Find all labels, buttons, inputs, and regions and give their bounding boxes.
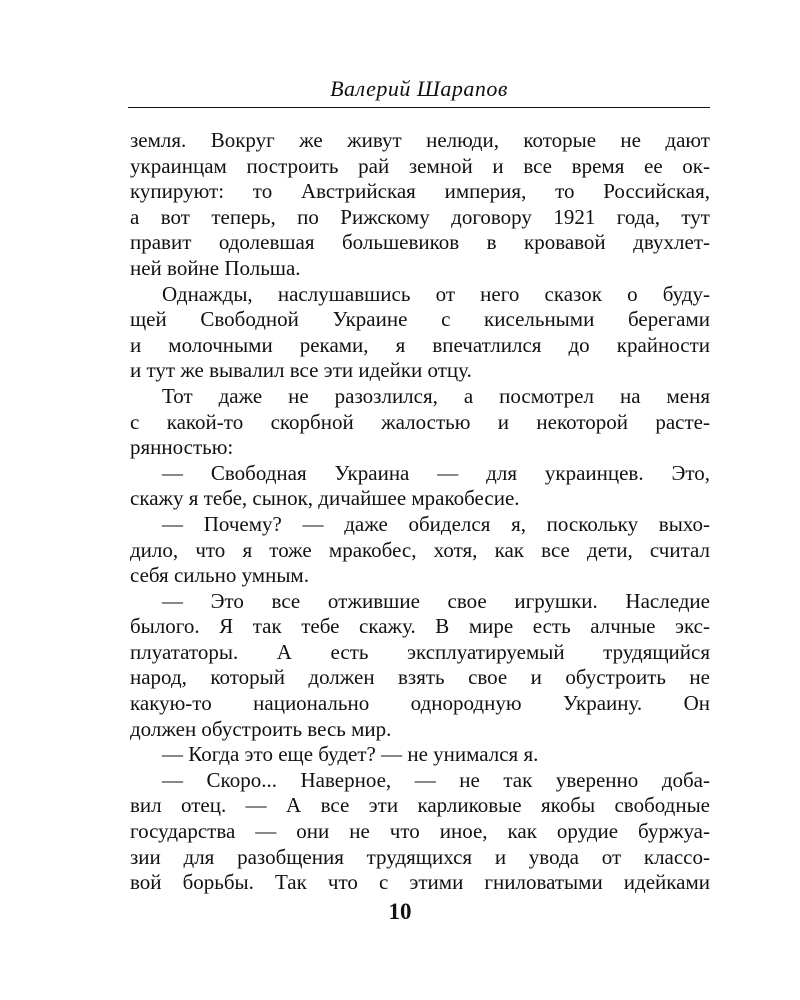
text-line: а вот теперь, по Рижскому договору 1921 года, тут (130, 204, 710, 229)
text-line: вой борьбы. Так что с этими гниловатыми идейками (130, 870, 710, 895)
text-line: Тот даже не разозлился, а посмотрел на меня (162, 383, 710, 408)
text-line: Однажды, наслушавшись от него сказок о буду- (162, 281, 710, 306)
text-line: ней войне Польша. (130, 255, 301, 280)
text-line: щей Свободной Украине с кисельными берегами (130, 307, 710, 332)
text-line: народ, который должен взять свое и обустроить не (130, 665, 710, 690)
text-line: должен обустроить весь мир. (130, 716, 392, 741)
body-text (130, 128, 710, 896)
page-number: 10 (388, 899, 412, 924)
text-line: вил отец. — А все эти карликовые якобы свободные (130, 793, 710, 818)
text-line: — Это все отжившие свое игрушки. Наследие (162, 588, 710, 613)
text-line: и тут же вывалил все эти идейки отцу. (130, 358, 472, 383)
header-divider (128, 107, 710, 108)
text-line: купируют: то Австрийская империя, то Российская, (130, 179, 710, 204)
running-header-author: Валерий Шарапов (330, 76, 508, 101)
text-line: правит одолевшая большевиков в кровавой двухлет- (130, 230, 710, 255)
text-line: дило, что я тоже мракобес, хотя, как все дети, считал (130, 537, 710, 562)
text-line: государства — они не что иное, как орудие буржуа- (130, 819, 710, 844)
text-line: — Скоро... Наверное, — не так уверенно доба- (162, 767, 710, 792)
text-line: земля. Вокруг же живут нелюди, которые не дают (130, 128, 710, 152)
text-line: скажу я тебе, сынок, дичайшее мракобесие. (130, 486, 520, 511)
text-line: былого. Я так тебе скажу. В мире есть алчные экс- (130, 614, 710, 639)
text-line: себя сильно умным. (130, 563, 309, 588)
text-line: зии для разобщения трудящихся и увода от классо- (130, 844, 710, 869)
text-line: с какой-то скорбной жалостью и некоторой расте- (130, 409, 710, 434)
text-line: рянностью: (130, 435, 234, 460)
text-line: украинцам построить рай земной и все время ее ок- (130, 153, 710, 178)
text-line: — Когда это еще будет? — не унимался я. (162, 742, 539, 767)
text-line: плуататоры. А есть эксплуатируемый трудящийся (130, 639, 710, 664)
text-line: — Свободная Украина — для украинцев. Это, (162, 460, 710, 485)
text-line: — Почему? — даже обиделся я, поскольку выхо- (162, 511, 710, 536)
text-line: и молочными реками, я впечатлился до крайности (130, 332, 710, 357)
text-line: какую-то национально однородную Украину. Он (130, 691, 710, 716)
